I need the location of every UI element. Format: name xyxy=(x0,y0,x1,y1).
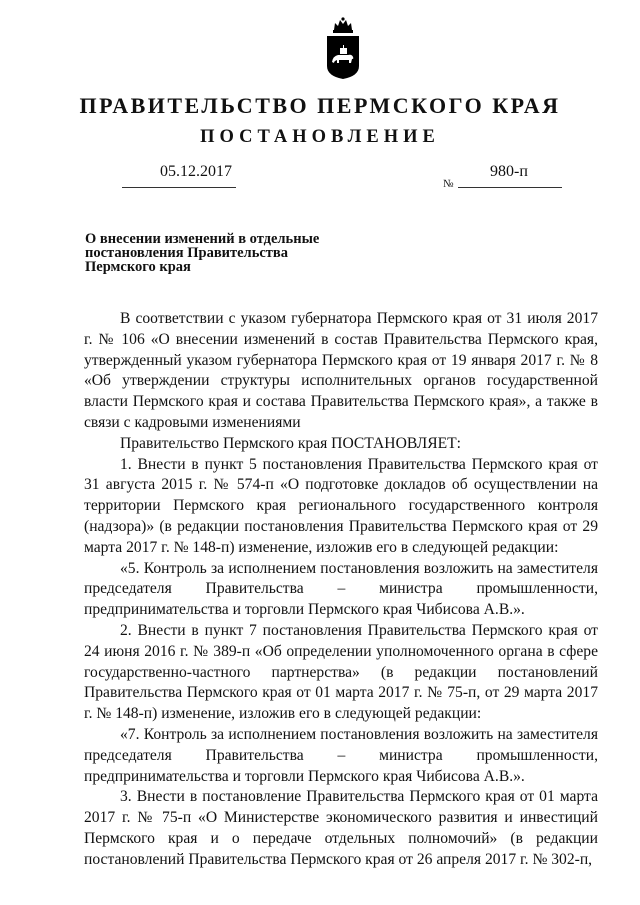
number-underline xyxy=(458,187,562,188)
document-date: 05.12.2017 xyxy=(160,163,232,180)
body-paragraph: В соответствии с указом губернатора Пермского края от 31 июля 2017 г. № 106 «О внесении изменений в состав Правительства Пермского края, утвержденный указом губернатора Пермского края от 19 января 2017 г. № 8 «Об утверждении структуры исполнительных органов государственной власти Пермского края и состава Правительства Пермского края», а также в связи с кадровыми изменениями xyxy=(84,310,598,431)
document-number: 980-п xyxy=(490,163,528,180)
body-paragraph: «7. Контроль за исполнением постановления возложить на заместителя председателя Правительства – министра промышленности, предпринимательства и торговли Пермского края Чибисова А.В.». xyxy=(84,725,598,785)
date-underline xyxy=(122,187,236,188)
subject-line: постановления Правительства xyxy=(85,245,288,261)
document-body xyxy=(84,309,598,871)
subject-line: О внесении изменений в отдельные xyxy=(85,231,320,247)
body-paragraph: 2. Внести в пункт 7 постановления Правительства Пермского края от 24 июня 2016 г. № 389-п «Об определении уполномоченного органа в сфере государственно-частного партнерства» (в редакции постановлений Правительства Пермского края от 01 марта 2017 г. № 75-п, от 29 марта 2017 г. № 148-п) изменение, изложив его в следующей редакции: xyxy=(84,621,598,723)
body-paragraph: 1. Внести в пункт 5 постановления Правительства Пермского края от 31 августа 2015 г. № 574-п «О подготовке докладов об осуществлении на территории Пермского края регионального государственного контроля (надзора)» (в редакции постановления Правительства Пермского края от 29 марта 2017 г. № 148-п) изменение, изложив его в следующей редакции: xyxy=(84,455,598,556)
subject-line: Пермского края xyxy=(85,259,191,275)
number-sign: № xyxy=(443,178,454,190)
body-paragraph: 3. Внести в постановление Правительства Пермского края от 01 марта 2017 г. № 75-п «О Министерстве экономического развития и инвестиций Пермского края и о передаче отдельных полномочий» (в редакции постановлений Правительства Пермского края от 26 апреля 2017 г. № 302-п, xyxy=(84,788,598,868)
body-paragraph: «5. Контроль за исполнением постановления возложить на заместителя председателя Правительства – министра промышленности, предпринимательства и торговли Пермского края Чибисова А.В.». xyxy=(84,559,598,619)
coat-of-arms-icon xyxy=(326,16,360,80)
document-subject xyxy=(85,232,385,274)
document-type: ПОСТАНОВЛЕНИЕ xyxy=(200,127,440,147)
body-paragraph: Правительство Пермского края ПОСТАНОВЛЯЕТ: xyxy=(120,434,461,452)
government-title: ПРАВИТЕЛЬСТВО ПЕРМСКОГО КРАЯ xyxy=(79,93,561,118)
